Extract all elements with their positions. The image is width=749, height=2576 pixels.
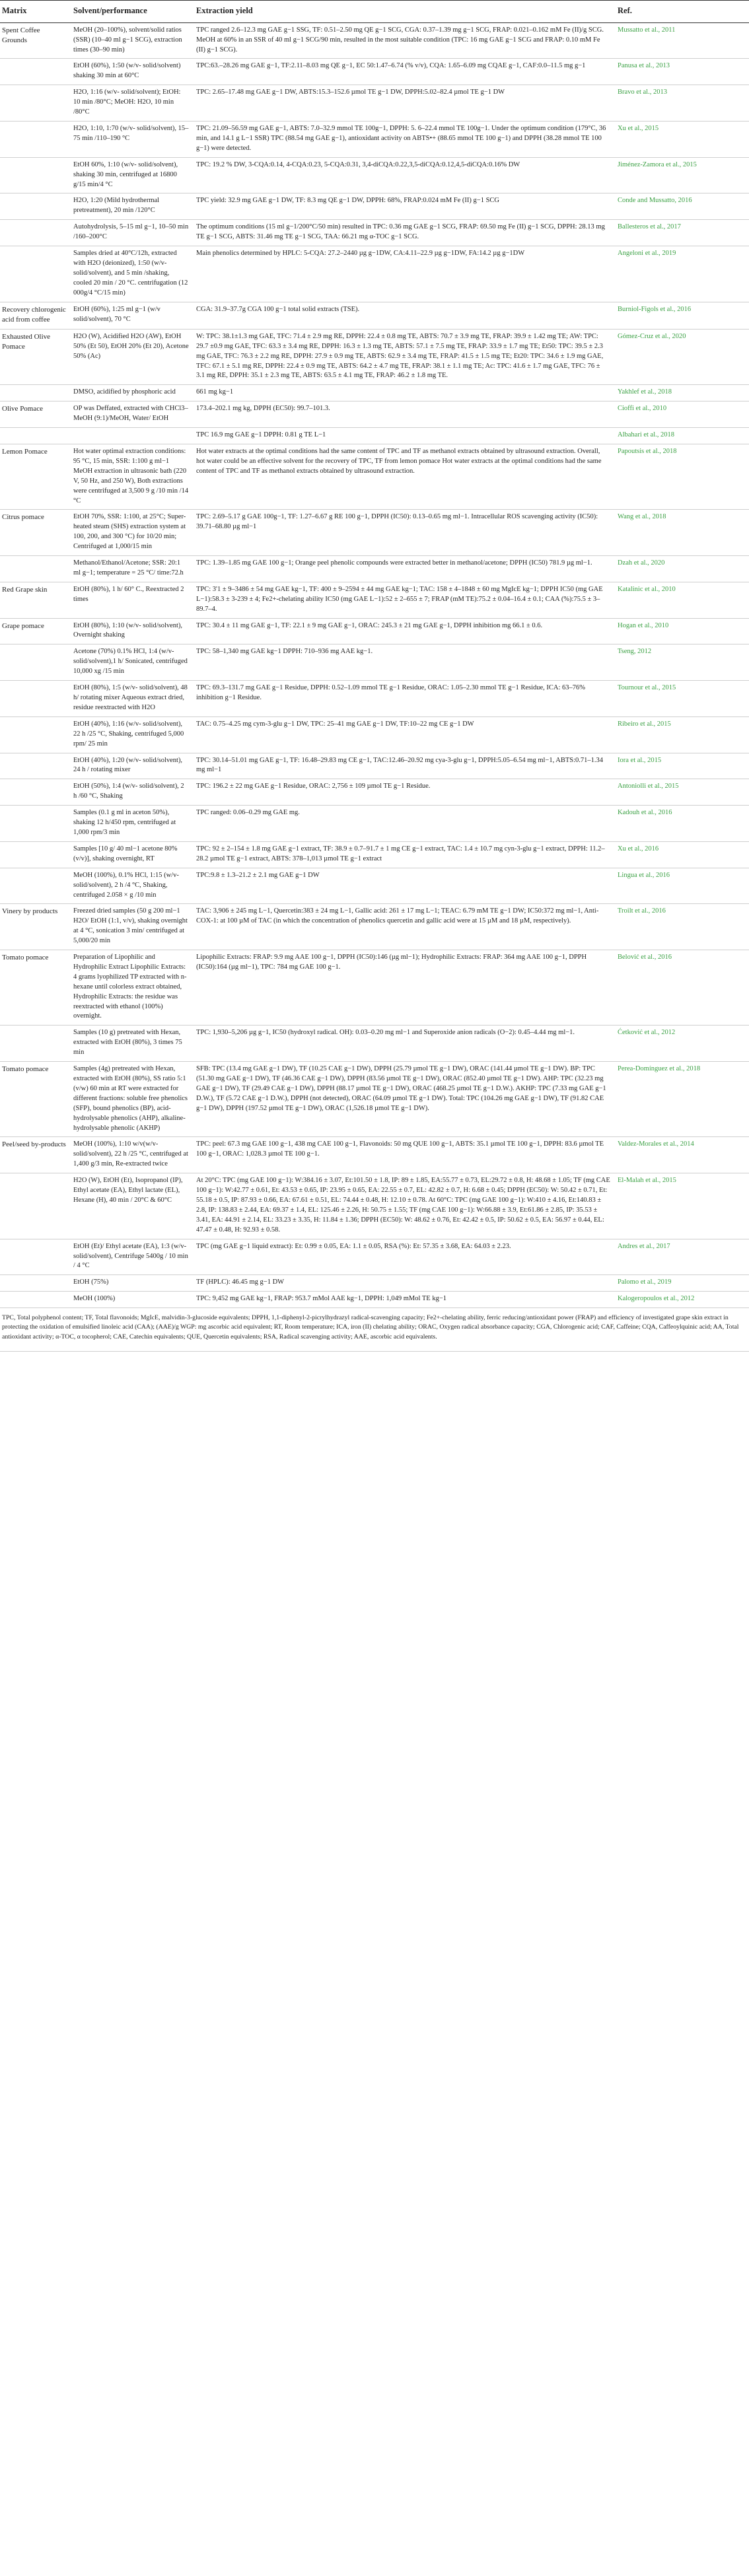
cell-matrix: [0, 385, 71, 401]
cell-solvent: H2O, 1:16 (w/v- solid/solvent); EtOH: 10 min /80°C; MeOH: H2O, 10 min /80°C: [71, 85, 194, 122]
cell-matrix: Exhausted Olive Pomace: [0, 329, 71, 385]
cell-reference[interactable]: Antoniolli et al., 2015: [616, 779, 749, 806]
cell-reference[interactable]: Tournour et al., 2015: [616, 681, 749, 717]
cell-matrix: [0, 1275, 71, 1292]
cell-solvent: Samples [10 g/ 40 ml−1 acetone 80% (v/v)], shaking overnight, RT: [71, 841, 194, 868]
cell-extraction-yield: TPC 16.9 mg GAE g−1 DPPH: 0.81 g TE L−1: [194, 428, 616, 444]
cell-matrix: [0, 868, 71, 904]
cell-extraction-yield: TPC:63.–28.26 mg GAE g−1, TF:2.11–8.03 mg QE g−1, EC 50:1.47–6.74 (% v/v), CQA: 1.65–6.09 mg CQAE g−1, CAF:0.0–11.5 mg g−1: [194, 59, 616, 85]
table-row: [0, 716, 749, 753]
cell-reference[interactable]: Perea-Domínguez et al., 2018: [616, 1062, 749, 1137]
cell-extraction-yield: TPC: 92 ± 2–154 ± 1.8 mg GAE g−1 extract, TF: 38.9 ± 0.7–91.7 ± 1 mg CE g−1 extract, TAC: 1.4 ± 10.7 mg cyn-3-glu g−1 extract, DPPH: 11.2–28.2 µmol TE g−1 extract, ABTS: 378–1,013 µmol TE g−1 extract: [194, 841, 616, 868]
cell-solvent: Autohydrolysis, 5–15 ml g−1, 10–50 min /160–200°C: [71, 220, 194, 246]
cell-matrix: [0, 841, 71, 868]
cell-reference[interactable]: Ballesteros et al., 2017: [616, 220, 749, 246]
cell-reference[interactable]: Lingua et al., 2016: [616, 868, 749, 904]
table-row: [0, 806, 749, 842]
cell-matrix: [0, 220, 71, 246]
cell-reference[interactable]: Ribeiro et al., 2015: [616, 716, 749, 753]
cell-extraction-yield: TAC: 3,906 ± 245 mg L−1, Quercetin:383 ± 24 mg L−1, Gallic acid: 261 ± 17 mg L−1; TEAC: 6.79 mM TE g−1 DW; IC50:372 mg ml−1, Anti-COX-1: at 100 µM of TAC (in which the concentration of phenolics quercetin and gallic acid were at 15 µM and 18 µM, respectively).: [194, 904, 616, 950]
cell-extraction-yield: TPC: 2.65–17.48 mg GAE g−1 DW, ABTS:15.3–152.6 µmol TE g−1 DW, DPPH:5.02–82.4 µmol TE g−1 DW: [194, 85, 616, 122]
table-footnote-row: [0, 1308, 749, 1352]
cell-extraction-yield: TPC: peel: 67.3 mg GAE 100 g−1, 438 mg CAE 100 g−1, Flavonoids: 50 mg QUE 100 g−1, ABTS: 35.1 µmol TE 100 g−1, DPPH: 83.6 µmol TE 100 g−1, ORAC: 1,028.3 µmol TE 100 g−1.: [194, 1137, 616, 1173]
cell-solvent: Methanol/Ethanol/Acetone; SSR: 20:1 ml g−1; temperature = 25 °C/ time:72.h: [71, 556, 194, 582]
cell-matrix: Red Grape skin: [0, 582, 71, 618]
cell-reference[interactable]: Panusa et al., 2013: [616, 59, 749, 85]
cell-extraction-yield: Hot water extracts at the optimal conditions had the same content of TPC and TF as methanol extracts obtained by ultrasound extraction. Overall, hot water could be an effective solvent for the recovery of TPC, TF from lemon pomace Hot water extracts at the optimal conditions had the same content of TPC and TF as methanol extracts obtained by ultrasound extraction.: [194, 444, 616, 509]
cell-solvent: EtOH 70%, SSR: 1:100, at 25°C; Super-heated steam (SHS) extraction system at 100, 200, and 300 °C) for 10/20 min; Centrifuged at 1,000/15 min: [71, 510, 194, 556]
cell-solvent: EtOH (75%): [71, 1275, 194, 1292]
table-row: [0, 302, 749, 329]
cell-matrix: [0, 1239, 71, 1275]
table-row: [0, 1292, 749, 1308]
table-row: [0, 753, 749, 779]
cell-extraction-yield: SFB: TPC (13.4 mg GAE g−1 DW), TF (10.25 CAE g−1 DW), DPPH (25.79 µmol TE g−1 DW), ORAC (141.44 µmol TE g−1 DW). BP: TPC (51.30 mg GAE g−1 DW), TF (46.36 CAE g−1 DW), DPPH (83.56 µmol TE g−1 DW), ORAC (852.40 µmol TE g−1 DW). AHP: TPC (32.23 mg GAE g−1 DW), TF (29.49 CAE g−1 DW), DPPH (88.17 µmol TE g−1 DW), ORAC (468.25 µmol TE g−1 D.W.). AKHP: TPC (7.33 mg GAE g−1 D.W.), TF (5.72 CAE g−1 D.W.), DPPH (not detected), ORAC (64.09 µmol TE g−1 DW). Total: TPC (104.26 mg GAE g−1 DW), TF (91.82 CAE g−1 DW), DPPH (197.52 µmol TE g−1 DW), ORAC (1,526.18 µmol TE g−1 DW).: [194, 1062, 616, 1137]
cell-solvent: EtOH 60%, 1:10 (w/v- solid/solvent), shaking 30 min, centrifuged at 16800 g/15 min/4 °C: [71, 157, 194, 193]
cell-reference[interactable]: Albahari et al., 2018: [616, 428, 749, 444]
cell-solvent: EtOH (40%), 1:20 (w/v- solid/solvent), 24 h / rotating mixer: [71, 753, 194, 779]
cell-extraction-yield: TPC: 21.09–56.59 mg GAE g−1, ABTS: 7.0–32.9 mmol TE 100g−1, DPPH: 5. 6–22.4 mmol TE 100g−1. Under the optimum condition (179°C, 36 min, and 14.1 g L−1 SSR) TPC (88.54 mg GAE g−1), antioxidant activity on ABTS•+ (88.65 mmol TE 100 g−1) and DPPH (38.28 mmol TE 100 g−1) were detected.: [194, 122, 616, 158]
cell-solvent: EtOH (80%), 1:10 (w/v- solid/solvent), Overnight shaking: [71, 618, 194, 644]
cell-solvent: EtOH (50%), 1:4 (w/v- solid/solvent), 2 h /60 °C, Shaking: [71, 779, 194, 806]
table-row: [0, 618, 749, 644]
table-row: [0, 1239, 749, 1275]
cell-solvent: Preparation of Lipophilic and Hydrophilic Extract Lipophilic Extracts: 4 grams lyophilized TP extracted with n-hexane until colorless extract obtained, Hydrophilic Extracts: the residue was reextracted with ethanol (100%) overnight.: [71, 950, 194, 1026]
cell-solvent: EtOH (80%), 1:5 (w/v- solid/solvent), 48 h/ rotating mixer Aqueous extract dried, residue reextracted with H2O: [71, 681, 194, 717]
cell-extraction-yield: TPC yield: 32.9 mg GAE g−1 DW, TF: 8.3 mg QE g−1 DW, DPPH: 68%, FRAP:0.024 mM Fe (II) g−1 SCG: [194, 193, 616, 220]
cell-solvent: MeOH (100%), 1:10 w/v(w/v- solid/solvent), 22 h /25 °C, centrifuged at 1,400 g/3 min, Re-extracted twice: [71, 1137, 194, 1173]
column-header-matrix: Matrix: [0, 1, 71, 23]
cell-extraction-yield: TPC: 9,452 mg GAE kg−1, FRAP: 953.7 mMol AAE kg−1, DPPH: 1,049 mMol TE kg−1: [194, 1292, 616, 1308]
cell-solvent: Samples (0.1 g ml in aceton 50%), shaking 12 h/450 rpm, centrifuged at 1,000 rpm/3 min: [71, 806, 194, 842]
cell-matrix: [0, 644, 71, 681]
cell-reference[interactable]: Kalogeropoulos et al., 2012: [616, 1292, 749, 1308]
cell-extraction-yield: Main phenolics determined by HPLC: 5-CQA: 27.2–2440 µg g−1DW, CA:4.11–22.9 µg g−1DW, FA:14.2 µg g−1DW: [194, 246, 616, 302]
column-header-solvent: Solvent/performance: [71, 1, 194, 23]
cell-matrix: Lemon Pomace: [0, 444, 71, 509]
table-row: [0, 779, 749, 806]
table-footnote: TPC, Total polyphenol content; TF, Total flavonoids; MgIcE, malvidin-3-glucoside equivalents; DPPH, 1,1-diphenyl-2-picrylhydrazyl radical-scavenging capacity; Fe2+-chelating ability, ferric reducing/antioxidant power (FRAP) and efficiency of investigated grape skin extract in protecting the oxidation of emulsified linoleic acid (CAA); (AAE)/g WGP: mg ascorbic acid equivalent; RT, Room temperature; ICA, iron (II) chelating ability; ORAC, Oxygen radical absorbance capacity; CGA, Chlorogenic acid; CAF, Caffeine; CQA, Caffeoylquinic acid; AA, Total antioxidant activity; α-TOC, α tocopherol; CAE, Catechin equivalents; QUE, Quercetin equivalents; RSA, Radical scavenging activity; AAE, ascorbic acid equivalents.: [0, 1308, 749, 1352]
cell-extraction-yield: TPC: 69.3–131.7 mg GAE g−1 Residue, DPPH: 0.52–1.09 mmol TE g−1 Residue, ORAC: 1.05–2.30 mmol TE g−1 Residue, ICA: 63–76% inhibition g−1 Residue.: [194, 681, 616, 717]
cell-reference[interactable]: Xu et al., 2015: [616, 122, 749, 158]
table-row: [0, 122, 749, 158]
cell-solvent: EtOH (Et)/ Ethyl acetate (EA), 1:3 (w/v-solid/solvent), Centrifuge 5400g / 10 min / 4 °C: [71, 1239, 194, 1275]
cell-extraction-yield: At 20°C: TPC (mg GAE 100 g−1): W:384.16 ± 3.07, Et:101.50 ± 1.8, IP: 89 ± 1.85, EA:55.77 ± 0.73, EL:29.72 ± 0.8, H: 48.68 ± 1.05; TF (mg CAE 100 g−1): W:42.77 ± 0.61, Et: 43.53 ± 0.65, IP: 23.95 ± 0.65, EA: 22.55 ± 0.7, EL: 42.82 ± 0.7, H: 6.68 ± 0.45; DPPH (EC50): W: 50.42 ± 0.71, Et: 55.18 ± 0.5, IP: 87.93 ± 0.66, EA: 67.61 ± 0.51, EL: 74.44 ± 0.48, H: 12.10 ± 0.78. At 60°C: TPC (mg GAE 100 g−1): W:410 ± 4.16, Et:140.83 ± 2.8, IP: 138.83 ± 2.44, EA: 69.37 ± 1.4, EL: 125.46 ± 2.26, H: 50.75 ± 1.55; TF (mg CAE 100 g−1): W:66.88 ± 3.9, Et:61.86 ± 2.85, IP: 35.53 ± 3.41, EA: 44.91 ± 2.14, EL: 33.23 ± 3.35, H: 11.84 ± 1.36; DPPH (EC50): W: 48.62 ± 0.76, Et: 42.42 ± 0.5, IP: 50.62 ± 0.5, EA: 56.97 ± 0.44, EL: 47.47 ± 0.48, H: 92.93 ± 0.58.: [194, 1173, 616, 1239]
cell-reference[interactable]: Bravo et al., 2013: [616, 85, 749, 122]
table-body: [0, 22, 749, 1307]
cell-solvent: [71, 428, 194, 444]
cell-matrix: [0, 681, 71, 717]
table-row: [0, 428, 749, 444]
table-row: [0, 59, 749, 85]
cell-solvent: MeOH (20–100%), solvent/solid ratios (SSR) (10–40 ml g−1 SCG), extraction times (30–90 min): [71, 22, 194, 59]
cell-reference[interactable]: Katalinic et al., 2010: [616, 582, 749, 618]
cell-solvent: Samples dried at 40°C/12h, extracted with H2O (deionized), 1:50 (w/v- solid/solvent), and 5 min /shaking, cooled 20 min / 20 °C. centrifugation (12 000g/4 °C/15 min): [71, 246, 194, 302]
table-header-row: [0, 1, 749, 23]
table-row: [0, 246, 749, 302]
cell-matrix: [0, 1173, 71, 1239]
table-row: [0, 841, 749, 868]
cell-matrix: [0, 806, 71, 842]
cell-matrix: [0, 193, 71, 220]
table-row: [0, 401, 749, 428]
cell-solvent: Samples (4g) pretreated with Hexan, extracted with EtOH (80%), SS ratio 5:1 (v/w) 60 min at RT were extracted for different fractions: soluble free phenolics (SFP), bound phenolics (BP), acid-hydrolysable phenolics (AHP), alkaline-hydrolysable phenolic (AKHP): [71, 1062, 194, 1137]
cell-reference[interactable]: Mussatto et al., 2011: [616, 22, 749, 59]
cell-extraction-yield: TF (HPLC): 46.45 mg g−1 DW: [194, 1275, 616, 1292]
table-row: [0, 510, 749, 556]
table-row: [0, 1062, 749, 1137]
cell-solvent: OP was Deffated, extracted with CHCl3–MeOH (9:1)/MeOH, Water/ EtOH: [71, 401, 194, 428]
cell-extraction-yield: CGA: 31.9–37.7g CGA 100 g−1 total solid extracts (TSE).: [194, 302, 616, 329]
cell-solvent: MeOH (100%), 0.1% HCl, 1:15 (w/v- solid/solvent), 2 h /4 °C, Shaking, centrifuged 2.058 × g /10 min: [71, 868, 194, 904]
cell-matrix: [0, 157, 71, 193]
table-row: [0, 220, 749, 246]
cell-extraction-yield: TAC: 0.75–4.25 mg cym-3-glu g−1 DW, TPC: 25–41 mg GAE g−1 DW, TF:10–22 mg CE g−1 DW: [194, 716, 616, 753]
table-row: [0, 329, 749, 385]
cell-extraction-yield: TPC: 1.39–1.85 mg GAE 100 g−1; Orange peel phenolic compounds were extracted better in methanol/acetone; DPPH (IC50) 781.9 µg ml−1.: [194, 556, 616, 582]
cell-reference[interactable]: Cioffi et al., 2010: [616, 401, 749, 428]
cell-extraction-yield: TPC:9.8 ± 1.3–21.2 ± 2.1 mg GAE g−1 DW: [194, 868, 616, 904]
table-row: [0, 1026, 749, 1062]
table-row: [0, 1275, 749, 1292]
cell-reference[interactable]: Hogan et al., 2010: [616, 618, 749, 644]
cell-reference[interactable]: Conde and Mussatto, 2016: [616, 193, 749, 220]
cell-extraction-yield: TPC ranged 2.6–12.3 mg GAE g−1 SSG, TF: 0.51–2.50 mg QE g−1 SCG, CGA: 0.37–1.39 mg g−1 SCG, FRAP: 0.021–0.162 mM Fe (II)/g SCG. MeOH at 60% in an SSR of 40 ml g−1 SCG/90 min, resulted in the most suitable condition (TPC: 16 mg GAE g−1 SCG and FRAP: 0.10 mM Fe (II) g−1 SCG).: [194, 22, 616, 59]
cell-matrix: Tomato pomace: [0, 1062, 71, 1137]
cell-extraction-yield: The optimum conditions (15 ml g−1/200°C/50 min) resulted in TPC: 0.36 mg GAE g−1 SCG, FRAP: 69.50 mg Fe (II) g−1 SCG, DPPH: 28.13 mg TE g−1 SCG, ABTS: 31.46 mg TE g−1 SCG, TAA: 66.21 mg α-TOC g−1 SCG.: [194, 220, 616, 246]
cell-extraction-yield: Lipophilic Extracts: FRAP: 9.9 mg AAE 100 g−1, DPPH (IC50):146 (µg ml−1); Hydrophilic Extracts: FRAP: 364 mg AAE 100 g−1, DPPH (IC50):164 (µg ml−1), TPC: 784 mg GAE 100 g−1.: [194, 950, 616, 1026]
cell-extraction-yield: TPC: 3'1 ± 9–3486 ± 54 mg GAE kg−1, TF: 400 ± 9–2594 ± 44 mg GAE kg−1; TAC: 158 ± 4–1848 ± 60 mg MgIcE kg−1; DPPH IC50 (mg GAE L−1):58.3 ± 3-239 ± 4; Fe2+-chelating ability IC50 (mg GAE L−1):52 ± 2–655 ± 7; FRAP (mM TE):75.2 ± 0.04–16.4 ± 0.1; CAA (%):75.5 ± 3–89.7–4.: [194, 582, 616, 618]
table-row: [0, 85, 749, 122]
cell-solvent: H2O, 1:10, 1:70 (w/v- solid/solvent), 15–75 min /110–190 °C: [71, 122, 194, 158]
cell-matrix: Peel/seed by-products: [0, 1137, 71, 1173]
table-row: [0, 950, 749, 1026]
table-row: [0, 582, 749, 618]
cell-solvent: Hot water optimal extraction conditions: 95 °C, 15 min, SSR: 1:100 g ml−1 MeOH extraction in ultrasonic bath (220 V, 50 Hz, and 250 W), Both extractions were centrifuged at 3,500 9 g /10 min /14 °C: [71, 444, 194, 509]
table-row: [0, 22, 749, 59]
table-row: [0, 556, 749, 582]
cell-matrix: [0, 556, 71, 582]
cell-solvent: MeOH (100%): [71, 1292, 194, 1308]
cell-solvent: EtOH (40%), 1:16 (w/v- solid/solvent), 22 h /25 °C, Shaking, centrifuged 5,000 rpm/ 25 min: [71, 716, 194, 753]
cell-solvent: EtOH (60%), 1:50 (w/v- solid/solvent) shaking 30 min at 60°C: [71, 59, 194, 85]
cell-matrix: Recovery chlorogenic acid from coffee: [0, 302, 71, 329]
cell-matrix: Grape pomace: [0, 618, 71, 644]
cell-matrix: [0, 1292, 71, 1308]
cell-reference[interactable]: Gómez-Cruz et al., 2020: [616, 329, 749, 385]
cell-solvent: Samples (10 g) pretreated with Hexan, extracted with EtOH (80%), 3 times 75 min: [71, 1026, 194, 1062]
cell-matrix: [0, 85, 71, 122]
cell-extraction-yield: TPC: 30.14–51.01 mg GAE g−1, TF: 16.48–29.83 mg CE g−1, TAC:12.46–20.92 mg cya-3-glu g−1, DPPH:5.05–6.54 mg ml−1, ABTS:0.71–1.34 mg ml−1: [194, 753, 616, 779]
table-row: [0, 193, 749, 220]
cell-matrix: Vinery by products: [0, 904, 71, 950]
cell-extraction-yield: TPC: 1,930–5,206 µg g−1, IC50 (hydroxyl radical. OH): 0.03–0.20 mg ml−1 and Superoxide anion radicals (O−2): 0.45–4.44 mg ml−1.: [194, 1026, 616, 1062]
table-row: [0, 1137, 749, 1173]
cell-matrix: Spent Coffee Grounds: [0, 22, 71, 59]
table-row: [0, 157, 749, 193]
cell-extraction-yield: TPC: 196.2 ± 22 mg GAE g−1 Residue, ORAC: 2,756 ± 109 µmol TE g−1 Residue.: [194, 779, 616, 806]
cell-matrix: [0, 122, 71, 158]
cell-reference[interactable]: Ćetković et al., 2012: [616, 1026, 749, 1062]
cell-solvent: DMSO, acidified by phosphoric acid: [71, 385, 194, 401]
cell-reference[interactable]: Tseng, 2012: [616, 644, 749, 681]
cell-solvent: H2O, 1:20 (Mild hydrothermal pretreatment), 20 min /120°C: [71, 193, 194, 220]
cell-matrix: [0, 246, 71, 302]
cell-reference[interactable]: Papoutsis et al., 2018: [616, 444, 749, 509]
cell-reference[interactable]: Andres et al., 2017: [616, 1239, 749, 1275]
cell-extraction-yield: TPC ranged: 0.06–0.29 mg GAE mg.: [194, 806, 616, 842]
table-row: [0, 681, 749, 717]
cell-matrix: [0, 428, 71, 444]
cell-solvent: Freezed dried samples (50 g 200 ml−1 H2O/ EtOH (1:1, v/v), shaking overnight at 4 °C, sonication 3 min/ centrifuged at 5,000/20 min: [71, 904, 194, 950]
cell-matrix: [0, 716, 71, 753]
cell-solvent: EtOH (60%), 1:25 ml g−1 (w/v solid/solvent), 70 °C: [71, 302, 194, 329]
cell-extraction-yield: 661 mg kg−1: [194, 385, 616, 401]
cell-reference[interactable]: Kadouh et al., 2016: [616, 806, 749, 842]
cell-extraction-yield: 173.4–202.1 mg kg, DPPH (EC50): 99.7–101.3.: [194, 401, 616, 428]
cell-solvent: H2O (W), EtOH (Et), Isopropanol (IP), Ethyl acetate (EA), Ethyl lactate (EL), Hexane (H), 40 min / 20°C & 60°C: [71, 1173, 194, 1239]
cell-extraction-yield: TPC: 2.69–5.17 g GAE 100g−1, TF: 1.27–6.67 g RE 100 g−1, DPPH (IC50): 0.13–0.65 mg ml−1. Intracellular ROS scavenging activity (IC50): 39.71–68.80 µg ml−1: [194, 510, 616, 556]
table-row: [0, 644, 749, 681]
cell-matrix: [0, 779, 71, 806]
column-header-extraction-yield: Extraction yield: [194, 1, 616, 23]
cell-reference[interactable]: Valdez-Morales et al., 2014: [616, 1137, 749, 1173]
cell-extraction-yield: TPC: 19.2 % DW, 3-CQA:0.14, 4-CQA:0.23, 5-CQA:0.31, 3,4-diCQA:0.22,3,5-diCQA:0.12,4,5-diCQA:0.16% DW: [194, 157, 616, 193]
cell-reference[interactable]: Palomo et al., 2019: [616, 1275, 749, 1292]
cell-reference[interactable]: Jiménez-Zamora et al., 2015: [616, 157, 749, 193]
cell-matrix: Citrus pomace: [0, 510, 71, 556]
cell-reference[interactable]: Troilt et al., 2016: [616, 904, 749, 950]
cell-reference[interactable]: Iora et al., 2015: [616, 753, 749, 779]
table-row: [0, 385, 749, 401]
cell-reference[interactable]: Wang et al., 2018: [616, 510, 749, 556]
cell-extraction-yield: W: TPC: 38.1±1.3 mg GAE, TFC: 71.4 ± 2.9 mg RE, DPPH: 22.4 ± 0.8 mg TE, ABTS: 70.7 ± 3.9 mg TE, FRAP: 39.9 ± 1.42 mg TE; AW: TPC: 29.7 ±0.9 mg GAE, TFC: 63.3 ± 3.4 mg RE, DPPH: 16.3 ± 1.3 mg TE, ABTS: 57.1 ± 7.5 mg TE, FRAP: 33.9 ± 1.7 mg TE; Et50: TPC: 39.5 ± 2.3 mg GAE, TFC: 76.3 ± 2.2 mg RE, DPPH: 27.9 ± 0.9 mg TE, ABTS: 62.9 ± 3.4 mg TE, FRAP: 41.5 ± 1.5 mg TE; Et20: TPC: 34.6 ± 1.9 mg GAE, TFC: 67.1 ± 5.1 mg RE, DPPH: 22.4 ± 0.9 mg TE, ABTS: 64.2 ± 4.7 mg TE, FRAP: 38.1 ± 1.1 mg TE; Ac: TPC: 41.6 ± 1.7 mg GAE, TFC: 76 ± 3.1 mg RE, DPPH: 35.1 ± 2.3 mg TE, ABTS: 63.5 ± 4.1 mg TE, FRAP: 46.2 ± 1.8 mg TE.: [194, 329, 616, 385]
cell-matrix: [0, 753, 71, 779]
cell-solvent: H2O (W), Acidified H2O (AW), EtOH 50% (Et 50), EtOH 20% (Et 20), Acetone 50% (Ac): [71, 329, 194, 385]
cell-reference[interactable]: El-Malah et al., 2015: [616, 1173, 749, 1239]
cell-matrix: [0, 59, 71, 85]
table-row: [0, 904, 749, 950]
cell-matrix: Olive Pomace: [0, 401, 71, 428]
cell-extraction-yield: TPC: 30.4 ± 11 mg GAE g−1, TF: 22.1 ± 9 mg GAE g−1, ORAC: 245.3 ± 21 mg GAE g−1, DPPH inhibition mg 66.1 ± 0.6.: [194, 618, 616, 644]
table-row: [0, 1173, 749, 1239]
cell-solvent: Acetone (70%) 0.1% HCl, 1:4 (w/v- solid/solvent),1 h/ Sonicated, centrifuged 10,000 xg /15 min: [71, 644, 194, 681]
cell-reference[interactable]: Yakhlef et al., 2018: [616, 385, 749, 401]
table-row: [0, 868, 749, 904]
cell-matrix: [0, 1026, 71, 1062]
cell-extraction-yield: TPC (mg GAE g−1 liquid extract): Et: 0.99 ± 0.05, EA: 1.1 ± 0.05, RSA (%): Et: 57.35 ± 3.68, EA: 64.03 ± 2.23.: [194, 1239, 616, 1275]
cell-reference[interactable]: Burniol-Figols et al., 2016: [616, 302, 749, 329]
column-header-reference: Ref.: [616, 1, 749, 23]
cell-reference[interactable]: Angeloni et al., 2019: [616, 246, 749, 302]
cell-reference[interactable]: Dzah et al., 2020: [616, 556, 749, 582]
cell-reference[interactable]: Xu et al., 2016: [616, 841, 749, 868]
cell-extraction-yield: TPC: 58–1,340 mg GAE kg−1 DPPH: 710–936 mg AAE kg−1.: [194, 644, 616, 681]
cell-matrix: Tomato pomace: [0, 950, 71, 1026]
cell-reference[interactable]: Belović et al., 2016: [616, 950, 749, 1026]
table-row: [0, 444, 749, 509]
cell-solvent: EtOH (80%), 1 h/ 60° C., Reextracted 2 times: [71, 582, 194, 618]
